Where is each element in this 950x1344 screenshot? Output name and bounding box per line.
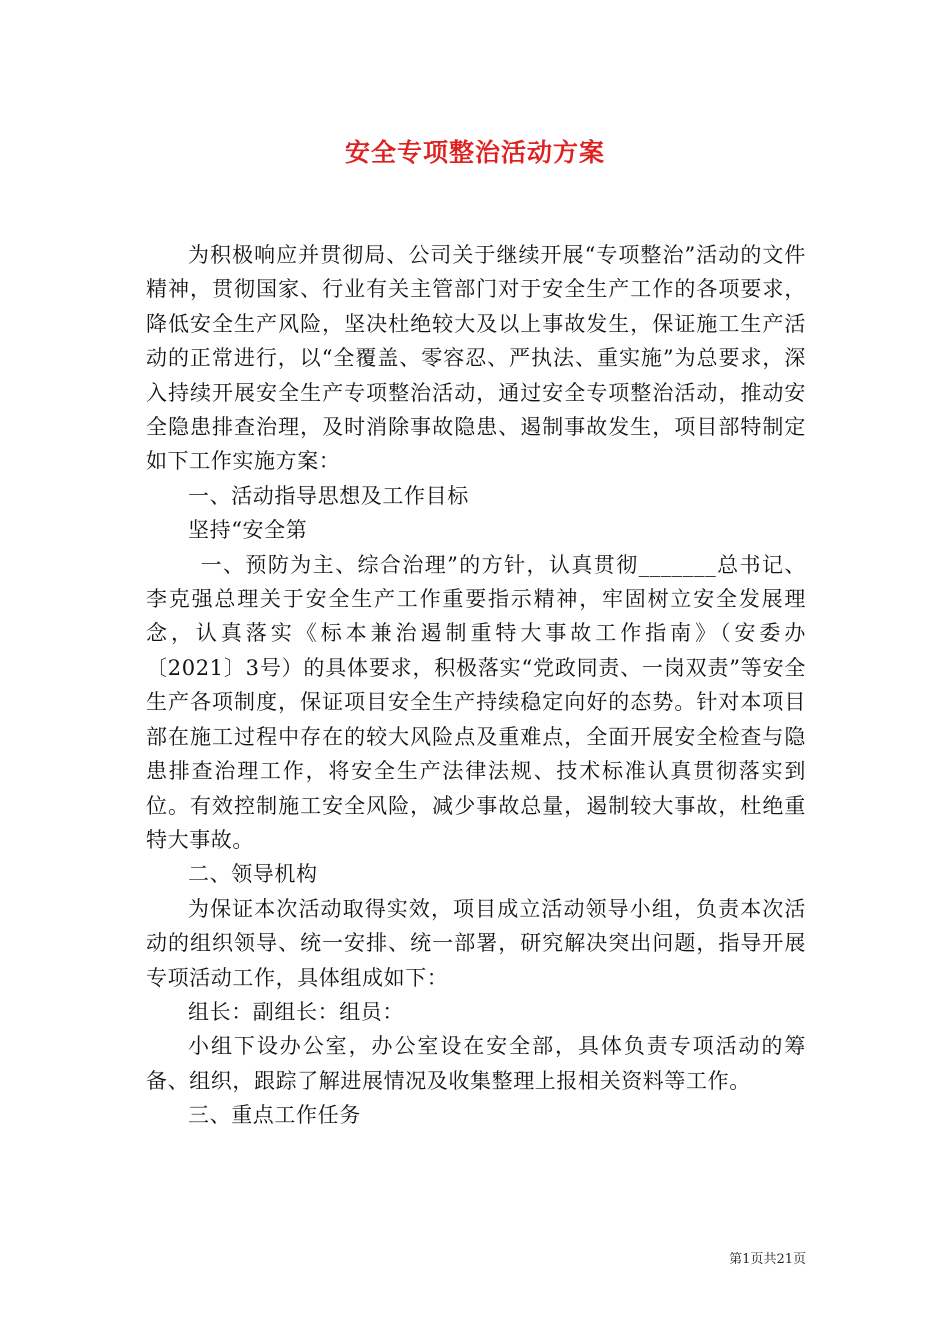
heading-section-3: 三、重点工作任务 [188,1103,361,1128]
paragraph-intro: 为积极响应并贯彻局、公司关于继续开展“专项整治”活动的文件精神，贯彻国家、行业有关主管部门对于安全生产工作的各项要求，降低安全生产风险，坚决杜绝较大及以上事故发生，保证施工生产活动的正常进行，以“全覆盖、零容忍、严执法、重实施”为总要求，深入持续开展安全生产专项整治活动，通过安全专项整治活动，推动安全隐患排查治理，及时消除事故隐患、遏制事故发生，项目部特制定如下工作实施方案： [146,243,806,474]
document-title: 安全专项整治活动方案 [344,138,605,167]
page-number: 第1页共21页 [729,1252,806,1267]
paragraph-members: 组长：副组长：组员： [188,999,404,1024]
heading-section-1: 一、活动指导思想及工作目标 [188,483,469,508]
document-body [146,238,806,1133]
paragraph-office: 小组下设办公室，办公室设在安全部，具体负责专项活动的筹备、组织，跟踪了解进展情况及收集整理上报相关资料等工作。 [146,1034,806,1093]
paragraph-leadership: 为保证本次活动取得实效，项目成立活动领导小组，负责本次活动的组织领导、统一安排、统一部署，研究解决突出问题，指导开展专项活动工作，具体组成如下： [146,896,806,990]
paragraph-principle: 坚持“安全第 [188,518,308,543]
paragraph-guiding: 一、预防为主、综合治理”的方针，认真贯彻_______总书记、李克强总理关于安全生产工作重要指示精神，牢固树立安全发展理念，认真落实《标本兼治遏制重特大事故工作指南》（安委办〔2021〕3号）的具体要求，积极落实“党政同责、一岗双责”等安全生产各项制度，保证项目安全生产持续稳定向好的态势。针对本项目部在施工过程中存在的较大风险点及重难点，全面开展安全检查与隐患排查治理工作，将安全生产法律法规、技术标准认真贯彻落实到位。有效控制施工安全风险，减少事故总量，遏制较大事故，杜绝重特大事故。 [146,552,806,852]
heading-section-2: 二、领导机构 [188,862,318,887]
